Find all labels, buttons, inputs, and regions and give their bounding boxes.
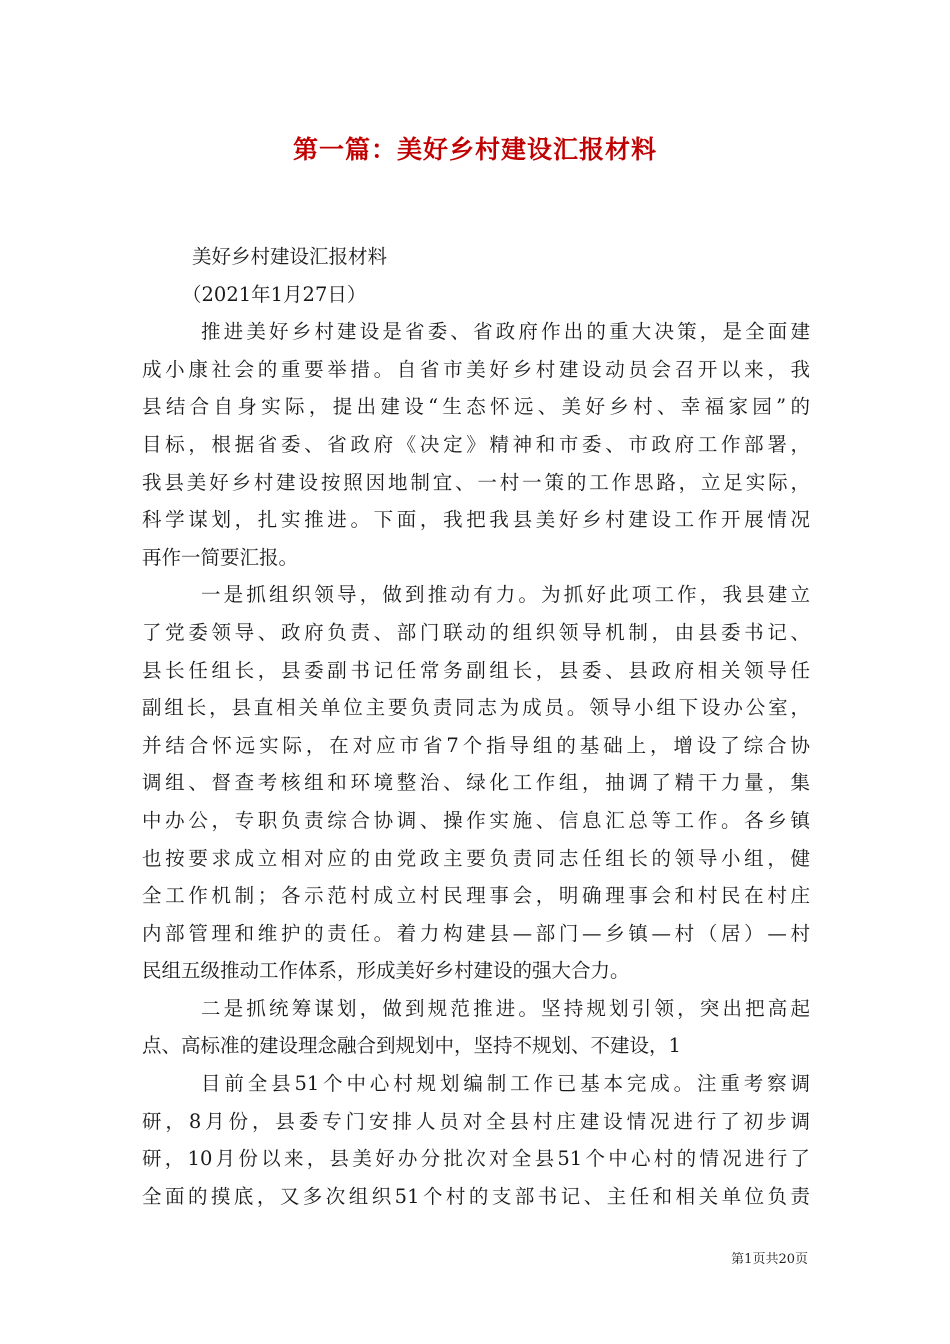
paragraph-line: 一是抓组织领导，做到推动有力。为抓好此项工作，我县建立 (201, 583, 810, 607)
paragraph-line: 目标，根据省委、省政府《决定》精神和市委、市政府工作部署， (142, 432, 810, 456)
paragraph-line: 我县美好乡村建设按照因地制宜、一村一策的工作思路，立足实际， (142, 470, 810, 494)
paragraph-line: 全工作机制；各示范村成立村民理事会，明确理事会和村民在村庄 (142, 884, 810, 908)
paragraph-line: 科学谋划，扎实推进。下面，我把我县美好乡村建设工作开展情况 (142, 508, 810, 532)
page-number-footer: 第1页共20页 (731, 1252, 808, 1267)
paragraph-line: 了党委领导、政府负责、部门联动的组织领导机制，由县委书记、 (142, 620, 810, 644)
paragraph-line: 再作一简要汇报。 (142, 545, 299, 569)
document-date: （2021年1月27日） (182, 282, 367, 306)
paragraph-line: 目前全县51个中心村规划编制工作已基本完成。注重考察调 (201, 1072, 810, 1096)
paragraph-line: 二是抓统筹谋划，做到规范推进。坚持规划引领，突出把高起 (201, 996, 810, 1020)
paragraph-line: 也按要求成立相对应的由党政主要负责同志任组长的领导小组，健 (142, 846, 810, 870)
paragraph-line: 副组长，县直相关单位主要负责同志为成员。领导小组下设办公室， (142, 696, 810, 720)
paragraph-line: 研，8月份，县委专门安排人员对全县村庄建设情况进行了初步调 (142, 1109, 810, 1133)
document-title: 第一篇：美好乡村建设汇报材料 (292, 135, 657, 164)
paragraph-line: 并结合怀远实际，在对应市省7个指导组的基础上，增设了综合协 (142, 733, 810, 757)
paragraph-line: 县长任组长，县委副书记任常务副组长，县委、县政府相关领导任 (142, 658, 810, 682)
paragraph-line: 研，10月份以来，县美好办分批次对全县51个中心村的情况进行了 (142, 1147, 810, 1171)
paragraph-line: 调组、督查考核组和环境整治、绿化工作组，抽调了精干力量，集 (142, 771, 810, 795)
document-subtitle: 美好乡村建设汇报材料 (192, 245, 388, 268)
document-body (142, 238, 810, 1215)
paragraph-line: 中办公，专职负责综合协调、操作实施、信息汇总等工作。各乡镇 (142, 808, 810, 832)
paragraph-line: 县结合自身实际，提出建设“生态怀远、美好乡村、幸福家园”的 (142, 395, 810, 419)
paragraph-line: 全面的摸底，又多次组织51个村的支部书记、主任和相关单位负责 (142, 1184, 810, 1208)
paragraph-line: 民组五级推动工作体系，形成美好乡村建设的强大合力。 (142, 959, 630, 983)
paragraph-line: 成小康社会的重要举措。自省市美好乡村建设动员会召开以来，我 (142, 357, 810, 381)
paragraph-line: 推进美好乡村建设是省委、省政府作出的重大决策，是全面建 (201, 320, 810, 344)
paragraph-line: 点、高标准的建设理念融合到规划中，坚持不规划、不建设，1 (142, 1034, 681, 1058)
paragraph-line: 内部管理和维护的责任。着力构建县—部门—乡镇—村（居）—村 (142, 921, 810, 945)
